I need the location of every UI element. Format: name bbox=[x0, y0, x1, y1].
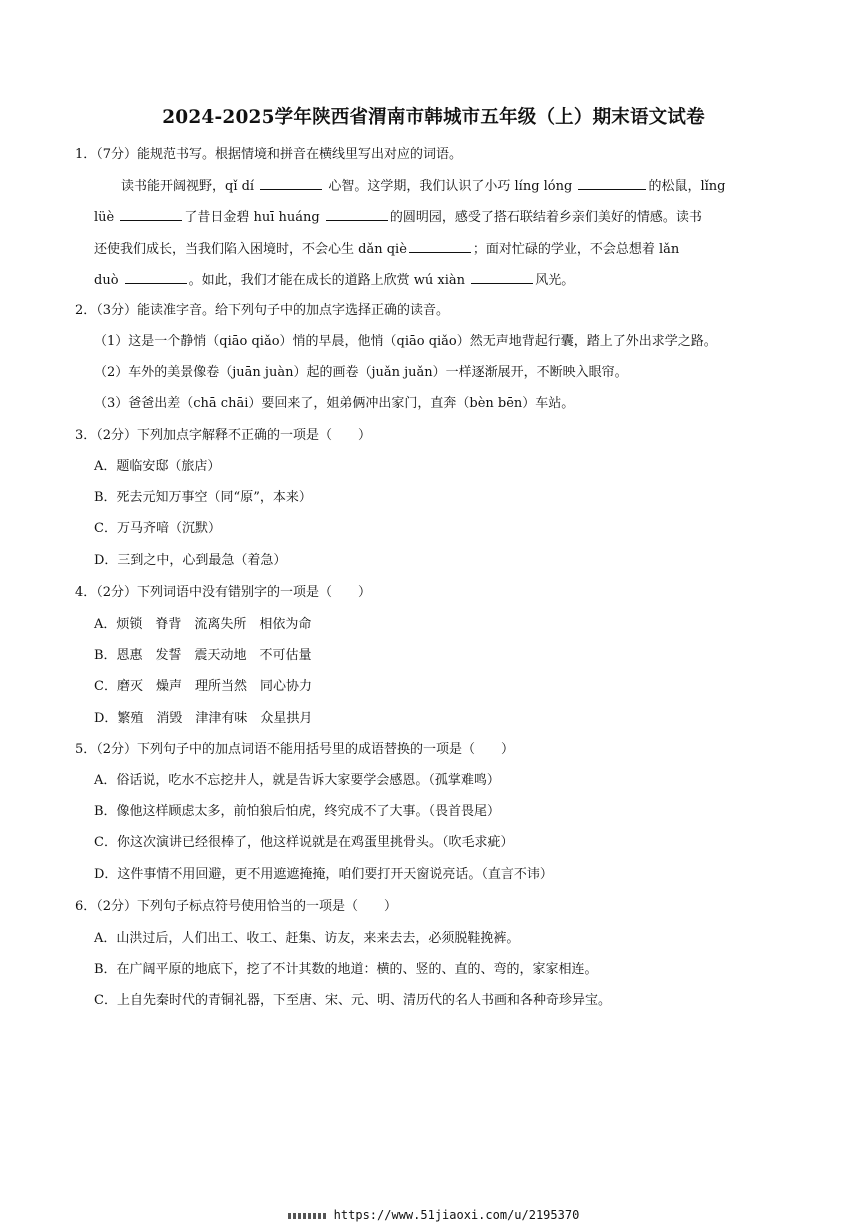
q2-sentence-1: （1）这是一个静悄（qiāo qiǎo）悄的早晨，他悄（qiāo qiǎo）然无声地背起行囊，踏上了外出求学之路。 bbox=[94, 334, 717, 349]
q2-sentence-2: （2）车外的美景像卷（juān juàn）起的画卷（juǎn juǎn）一样逐渐展开，不断映入眼帘。 bbox=[94, 365, 628, 380]
q1-text: 的松鼠，lǐng bbox=[648, 179, 726, 194]
q5-option-b[interactable]: B．像他这样顾虑太多，前怕狼后怕虎，终究成不了大事。（畏首畏尾） bbox=[94, 804, 501, 819]
q1-text: lüè bbox=[94, 210, 115, 225]
q1-text: 风光。 bbox=[535, 273, 575, 288]
footer-url[interactable] bbox=[0, 1208, 867, 1222]
q3-option-b[interactable]: B．死去元知万事空（同“原”，本来） bbox=[94, 490, 312, 505]
q1-text: 还使我们成长，当我们陷入困境时，不会心生 dǎn qiè bbox=[94, 242, 407, 257]
q5-option-d[interactable]: D．这件事情不用回避，更不用遮遮掩掩，咱们要打开天窗说亮话。（直言不讳） bbox=[94, 867, 553, 882]
q4-option-b[interactable]: B．恩惠 发誓 震天动地 不可估量 bbox=[94, 648, 312, 663]
q5-heading: 5．（2分）下列句子中的加点词语不能用括号里的成语替换的一项是（ ） bbox=[75, 742, 515, 757]
q3-option-a[interactable]: A．题临安邸（旅店） bbox=[94, 459, 221, 474]
q1-text: duò bbox=[94, 273, 119, 288]
q1-line-2 bbox=[94, 208, 702, 227]
q1-text: 读书能开阔视野，qǐ dí bbox=[121, 179, 255, 194]
q1-text: 心智。这学期，我们认识了小巧 líng lóng bbox=[328, 179, 573, 194]
q1-text: ；面对忙碌的学业，不会总想着 lǎn bbox=[472, 242, 680, 257]
page-title: 2024-2025学年陕西省渭南市韩城市五年级（上）期末语文试卷 bbox=[162, 107, 705, 128]
answer-blank[interactable] bbox=[578, 177, 646, 190]
q6-option-c[interactable]: C．上自先秦时代的青铜礼器，下至唐、宋、元、明、清历代的名人书画和各种奇珍异宝。 bbox=[94, 993, 611, 1008]
q1-text: 的圆明园，感受了搭石联结着乡亲们美好的情感。读书 bbox=[389, 210, 702, 225]
q2-heading: 2．（3分）能读准字音。给下列句子中的加点字选择正确的读音。 bbox=[75, 303, 450, 318]
q1-heading: 1．（7分）能规范书写。根据情境和拼音在横线里写出对应的词语。 bbox=[75, 147, 463, 162]
answer-blank[interactable] bbox=[326, 208, 388, 221]
q3-heading: 3．（2分）下列加点字解释不正确的一项是（ ） bbox=[75, 428, 372, 443]
answer-blank[interactable] bbox=[409, 240, 471, 253]
answer-blank[interactable] bbox=[125, 271, 187, 284]
q4-option-d[interactable]: D．繁殖 消毁 津津有味 众星拱月 bbox=[94, 711, 313, 726]
q1-line-1 bbox=[121, 177, 726, 196]
q3-option-c[interactable]: C．万马齐喑（沉默） bbox=[94, 521, 221, 536]
answer-blank[interactable] bbox=[120, 208, 182, 221]
q6-option-a[interactable]: A．山洪过后，人们出工、收工、赶集、访友，来来去去，必须脱鞋挽裤。 bbox=[94, 931, 520, 946]
answer-blank[interactable] bbox=[471, 271, 533, 284]
footer-link-text: https://www.51jiaoxi.com/u/2195370 bbox=[333, 1208, 580, 1222]
q4-option-a[interactable]: A．烦锁 脊背 流离失所 相依为命 bbox=[94, 617, 312, 632]
q1-line-4 bbox=[94, 271, 574, 290]
q5-option-a[interactable]: A．俗话说，吃水不忘挖井人，就是告诉大家要学会感恩。（孤掌难鸣） bbox=[94, 773, 500, 788]
q1-line-3 bbox=[94, 240, 679, 259]
answer-blank[interactable] bbox=[260, 177, 322, 190]
q2-sentence-3: （3）爸爸出差（chā chāi）要回来了，姐弟俩冲出家门，直奔（bèn bēn）车站。 bbox=[94, 396, 575, 411]
q4-heading: 4．（2分）下列词语中没有错别字的一项是（ ） bbox=[75, 585, 372, 600]
q6-option-b[interactable]: B．在广阔平原的地底下，挖了不计其数的地道：横的、竖的、直的、弯的，家家相连。 bbox=[94, 962, 598, 977]
q6-heading: 6．（2分）下列句子标点符号使用恰当的一项是（ ） bbox=[75, 899, 398, 914]
q5-option-c[interactable]: C．你这次演讲已经很棒了，他这样说就是在鸡蛋里挑骨头。（吹毛求疵） bbox=[94, 835, 514, 850]
q4-option-c[interactable]: C．磨灭 燥声 理所当然 同心协力 bbox=[94, 679, 312, 694]
watermark-icon bbox=[288, 1213, 328, 1219]
q1-text: 。如此，我们才能在成长的道路上欣赏 wú xiàn bbox=[188, 273, 466, 288]
q3-option-d[interactable]: D．三到之中，心到最急（着急） bbox=[94, 553, 287, 568]
q1-text: 了昔日金碧 huī huáng bbox=[184, 210, 320, 225]
